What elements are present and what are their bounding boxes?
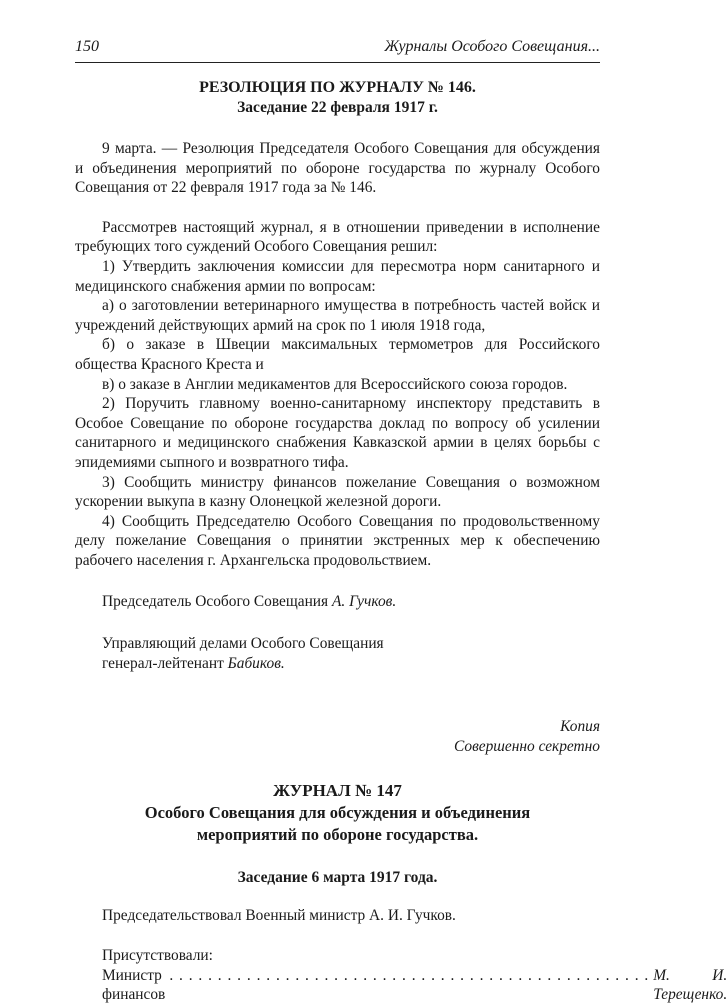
page-header (75, 38, 600, 56)
running-title: Журналы Особого Совещания... (384, 38, 600, 55)
attendee-row (75, 966, 727, 1005)
spacer (75, 673, 600, 717)
resolution-paragraph: Рассмотрев настоящий журнал, я в отношении приведении в исполнение требующих того суждений Особого Совещания решил: (75, 218, 600, 256)
journal-subtitle-line2: мероприятий по обороне государства. (196, 825, 479, 845)
manager-signature-line2 (75, 654, 600, 674)
resolution-paragraph: 3) Сообщить министру финансов пожелание Совещания о возможном ускорении выкупа в казну Олонецкой железной дороги. (75, 473, 600, 511)
attendee-role: Министр финансов (102, 966, 166, 1004)
resolution-paragraph: 2) Поручить главному военно-санитарному инспектору представить в Особое Совещание по обороне государства доклад по вопросу об усилении санитарного и медицинского снабжения Кавказской армии в целях борьбы с эпидемиями сыпного и возвратного тифа. (75, 395, 600, 471)
resolution-paragraph: 4) Сообщить Председателю Особого Совещания по продовольственному делу пожелание Совещания о принятии экстренных мер к обеспечению рабочего населения г. Архангельска продовольствием. (75, 512, 600, 569)
chair-signature (75, 592, 600, 612)
manager-signature-line1: Управляющий делами Особого Совещания (102, 635, 384, 653)
manager-rank: генерал-лейтенант (102, 654, 224, 672)
journal-title: ЖУРНАЛ № 147 (273, 781, 402, 801)
spacer (75, 198, 600, 218)
resolution-paragraph: а) о заготовлении ветеринарного имущества в потребность частей войск и учреждений действующих армий на срок по 1 июля 1918 года, (75, 297, 600, 334)
resolution-title: РЕЗОЛЮЦИЯ ПО ЖУРНАЛУ № 146. (199, 79, 476, 96)
chaired-by: Председательствовал Военный министр А. И. Гучков. (102, 907, 456, 925)
page-body (75, 78, 727, 1005)
resolution-paragraph: в) о заказе в Англии медикаментов для Всероссийского союза городов. (102, 375, 568, 393)
spacer (75, 926, 600, 946)
copy-mark: Копия (560, 718, 600, 736)
chair-signature-title: Председатель Особого Совещания (102, 593, 329, 611)
header-rule (75, 62, 600, 63)
journal-subtitle-line1: Особого Совещания для обсуждения и объединения (144, 803, 531, 823)
attendee-name: М. И. Терещенко. (653, 966, 727, 1004)
resolution-subtitle: Заседание 22 февраля 1917 г. (237, 99, 438, 116)
chair-signature-name: А. Гучков. (331, 593, 397, 611)
page-number: 150 (75, 38, 99, 55)
spacer (75, 888, 600, 906)
manager-name: Бабиков. (227, 654, 285, 672)
present-label: Присутствовали: (102, 947, 213, 965)
resolution-intro: 9 марта. — Резолюция Председателя Особого Совещания для обсуждения и объединения мероприятий по обороне государства по журналу Особого Совещания от 22 февраля 1917 года за № 146. (75, 140, 600, 197)
journal-session-date: Заседание 6 марта 1917 года. (237, 869, 438, 887)
resolution-paragraph: 1) Утвердить заключения комиссии для пересмотра норм санитарного и медицинского снабжения армии по вопросам: (75, 257, 600, 295)
leader-dots: . . . . . . . . . . . . . . . . . . . . . . . . . . . . . . . . . . . . . . . . . . . . . . . . . . (169, 966, 650, 984)
secret-mark: Совершенно секретно (454, 737, 600, 755)
resolution-paragraph: б) о заказе в Швеции максимальных термометров для Российского общества Красного Креста и (75, 336, 600, 373)
